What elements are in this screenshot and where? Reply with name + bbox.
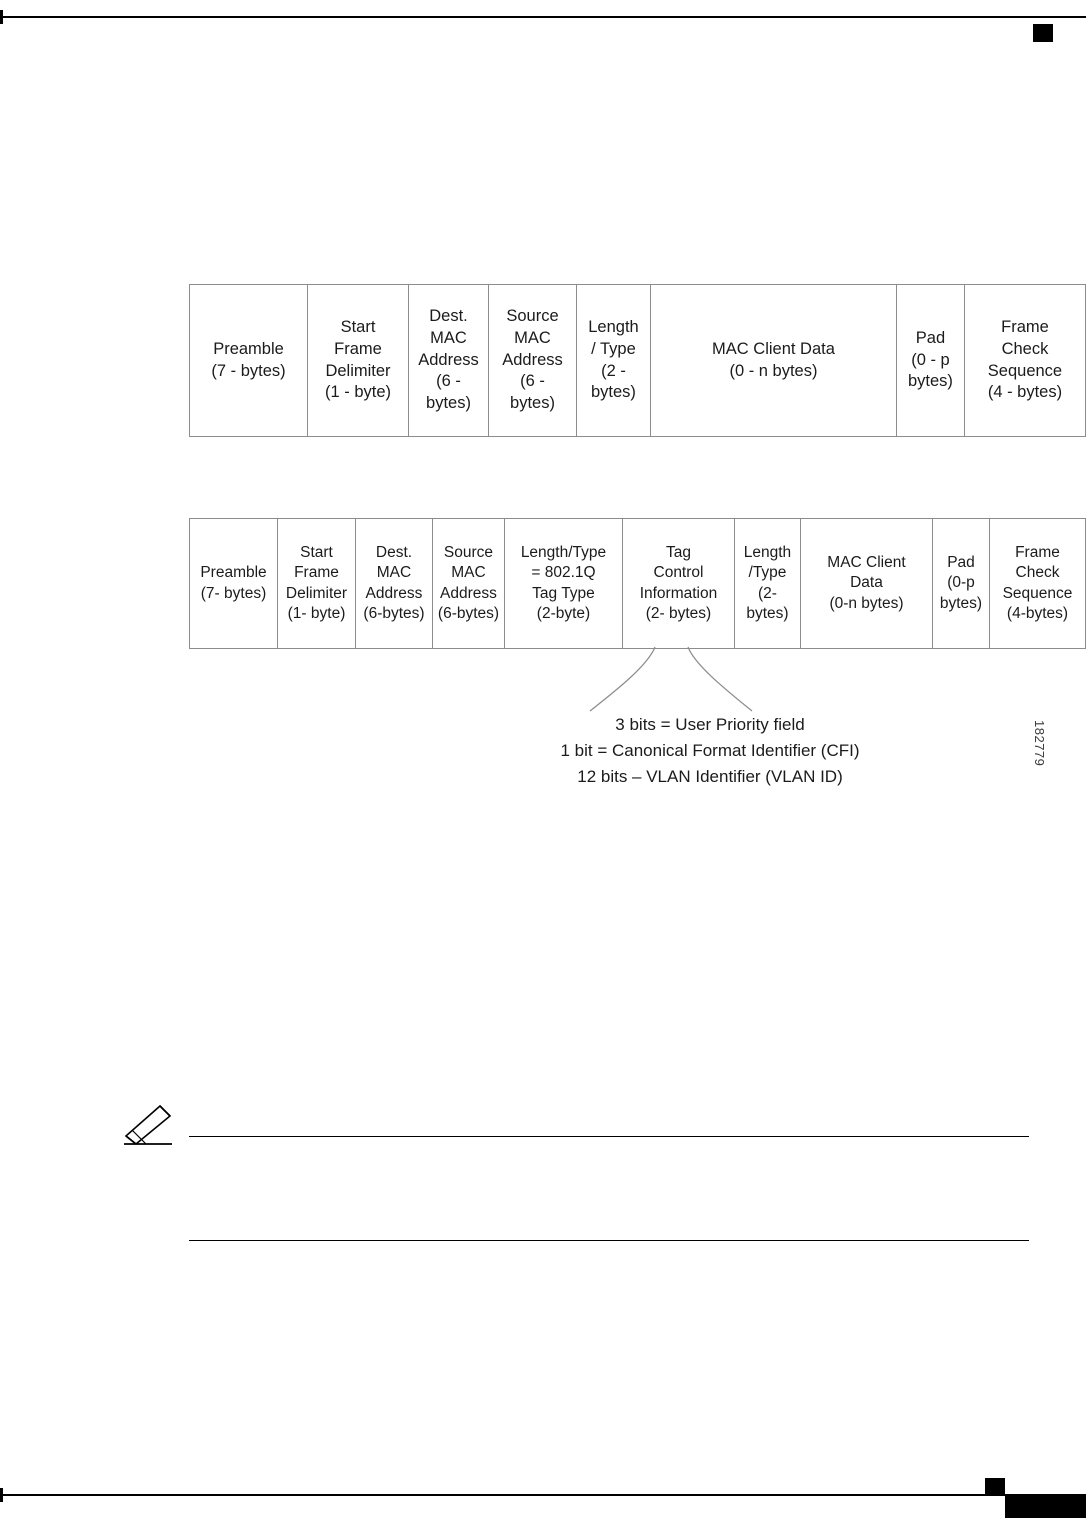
note-top-rule xyxy=(189,1136,1029,1137)
callout-line-vlan-id: 12 bits – VLAN Identifier (VLAN ID) xyxy=(577,766,843,786)
tagged-field-1-line-1: Frame xyxy=(294,564,339,582)
tagged-field-2-line-2: Address xyxy=(365,584,423,602)
page-footer-rule xyxy=(0,1494,1086,1496)
tagged-field-8 xyxy=(933,519,990,648)
untagged-field-7 xyxy=(965,285,1085,436)
untagged-field-2-line-0: Dest. xyxy=(429,307,468,326)
untagged-field-7-line-2: Sequence xyxy=(987,361,1063,380)
tagged-field-1-line-3: (1- byte) xyxy=(287,604,346,622)
untagged-field-1 xyxy=(308,285,409,436)
untagged-field-6 xyxy=(897,285,965,436)
tagged-field-1-line-0: Start xyxy=(300,543,333,561)
tagged-field-6-line-2: (2- xyxy=(758,584,777,602)
tagged-field-7 xyxy=(801,519,933,648)
tagged-field-5-line-3: (2- bytes) xyxy=(645,604,712,622)
tagged-field-2 xyxy=(356,519,433,648)
note-pencil-icon xyxy=(120,1100,176,1146)
tagged-field-3-line-0: Source xyxy=(443,543,494,561)
tag-control-information-callout xyxy=(500,712,920,789)
artwork-id-label: 182779 xyxy=(1032,720,1047,767)
untagged-field-6-line-0: Pad xyxy=(915,328,946,347)
tagged-field-5-line-2: Information xyxy=(639,584,718,602)
tagged-field-1-line-2: Delimiter xyxy=(285,584,348,602)
tagged-field-5-line-0: Tag xyxy=(665,543,691,561)
tagged-field-3-line-2: Address xyxy=(440,584,497,602)
untagged-field-0-line-0: Preamble xyxy=(213,339,284,358)
untagged-field-2-line-2: Address xyxy=(418,350,479,369)
untagged-field-6-line-1: (0 - p xyxy=(911,350,950,369)
tagged-field-9-line-3: (4-bytes) xyxy=(1006,604,1069,622)
untagged-field-3-line-0: Source xyxy=(506,307,559,326)
tagged-field-2-line-1: MAC xyxy=(376,564,412,582)
tagged-field-9-line-1: Check xyxy=(1015,564,1060,582)
tagged-field-5 xyxy=(623,519,735,648)
tagged-field-6 xyxy=(735,519,801,648)
footer-tab-marker xyxy=(985,1478,1005,1496)
tagged-field-7-line-0: MAC Client xyxy=(827,553,906,571)
tagged-field-6-line-1: /Type xyxy=(748,564,787,582)
untagged-field-2-line-4: bytes) xyxy=(426,394,471,413)
untagged-field-1-line-3: (1 - byte) xyxy=(324,383,392,402)
untagged-field-3-line-1: MAC xyxy=(514,328,551,347)
untagged-field-1-line-1: Frame xyxy=(334,339,382,358)
callout-line-user-priority: 3 bits = User Priority field xyxy=(615,715,805,734)
tagged-field-8-line-0: Pad xyxy=(947,553,975,571)
untagged-field-7-line-1: Check xyxy=(1001,339,1049,358)
untagged-field-2-line-1: MAC xyxy=(430,328,467,347)
callout-line-cfi: 1 bit = Canonical Format Identifier (CFI) xyxy=(560,740,860,760)
untagged-field-4-line-0: Length xyxy=(588,317,639,336)
untagged-field-0-line-1: (7 - bytes) xyxy=(211,361,286,380)
untagged-frame-diagram xyxy=(189,284,1086,437)
untagged-field-4-line-1: / Type xyxy=(591,339,636,358)
tagged-field-0-line-0: Preamble xyxy=(200,564,267,582)
untagged-field-3-line-4: bytes) xyxy=(510,394,555,413)
untagged-field-1-line-0: Start xyxy=(340,317,376,336)
tagged-field-8-line-2: bytes) xyxy=(939,594,983,612)
untagged-field-3-line-2: Address xyxy=(502,350,563,369)
untagged-field-0 xyxy=(190,285,308,436)
untagged-field-2 xyxy=(409,285,489,436)
tagged-field-6-line-0: Length xyxy=(743,543,792,561)
tagged-field-5-line-1: Control xyxy=(653,564,704,582)
untagged-field-5-line-1: (0 - n bytes) xyxy=(729,361,818,380)
tagged-field-7-line-1: Data xyxy=(850,574,883,592)
untagged-field-2-line-3: (6 - xyxy=(436,372,461,391)
untagged-field-5 xyxy=(651,285,897,436)
tagged-field-2-line-0: Dest. xyxy=(375,543,413,561)
tagged-field-4-line-1: = 802.1Q xyxy=(531,564,596,582)
untagged-field-7-line-3: (4 - bytes) xyxy=(987,383,1063,402)
tagged-field-0 xyxy=(190,519,278,648)
untagged-field-4 xyxy=(577,285,651,436)
tagged-field-9-line-0: Frame xyxy=(1015,543,1060,561)
tagged-field-0-line-1: (7- bytes) xyxy=(200,584,267,602)
tagged-field-8-line-1: (0-p xyxy=(947,574,975,592)
page-header-rule xyxy=(0,16,1086,18)
tagged-frame-diagram xyxy=(189,518,1086,649)
tagged-field-3 xyxy=(433,519,505,648)
tagged-field-3-line-3: (6-bytes) xyxy=(437,604,500,622)
untagged-field-5-line-0: MAC Client Data xyxy=(712,339,835,358)
footer-bar xyxy=(1005,1496,1086,1518)
untagged-field-3-line-3: (6 - xyxy=(520,372,545,391)
untagged-field-7-line-0: Frame xyxy=(1001,317,1049,336)
tagged-field-1 xyxy=(278,519,356,648)
note-bottom-rule xyxy=(189,1240,1029,1241)
tagged-field-4-line-2: Tag Type xyxy=(532,584,595,602)
untagged-field-1-line-2: Delimiter xyxy=(325,361,391,380)
tagged-field-6-line-3: bytes) xyxy=(746,604,789,622)
tagged-field-3-line-1: MAC xyxy=(451,564,486,582)
header-tab-marker xyxy=(1033,24,1053,42)
tagged-field-9 xyxy=(990,519,1085,648)
tagged-field-4 xyxy=(505,519,623,648)
tagged-field-9-line-2: Sequence xyxy=(1002,584,1073,602)
untagged-field-3 xyxy=(489,285,577,436)
untagged-field-4-line-3: bytes) xyxy=(591,383,636,402)
tagged-field-2-line-3: (6-bytes) xyxy=(363,604,425,622)
tagged-field-7-line-2: (0-n bytes) xyxy=(829,594,904,612)
untagged-field-4-line-2: (2 - xyxy=(601,361,626,380)
tagged-field-4-line-0: Length/Type xyxy=(520,543,607,561)
tagged-field-4-line-3: (2-byte) xyxy=(536,604,591,622)
untagged-field-6-line-2: bytes) xyxy=(908,372,953,391)
